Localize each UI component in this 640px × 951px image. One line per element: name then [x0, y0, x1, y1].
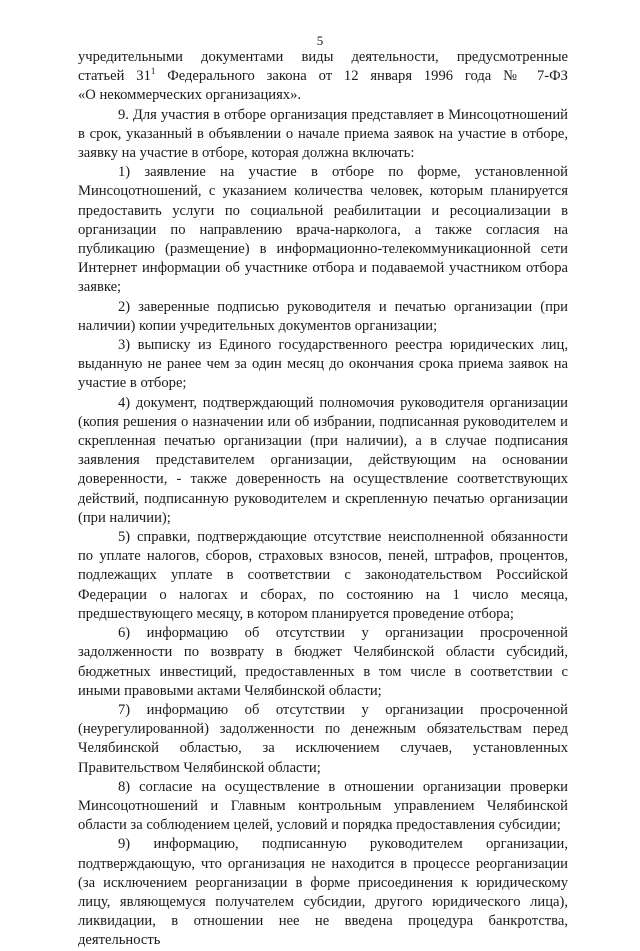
list-item-5: 5) справки, подтверждающие отсутствие неисполненной обязанности по уплате налогов, сборов, страховых взносов, пеней, штрафов, процентов, подлежащих уплате в соответствии с законодательством Российской Федерации о налогах и сборах, по состоянию на 1 число месяца, предшествующего месяцу, в котором планируется проведение отбора;: [78, 529, 568, 622]
list-item-2: 2) заверенные подписью руководителя и печатью организации (при наличии) копии учредительных документов организации;: [78, 298, 568, 334]
intro-line-3: «О некоммерческих организациях».: [78, 87, 302, 104]
list-item-9: 9) информацию, подписанную руководителем организации, подтверждающую, что организация не находится в процессе реорганизации (за исключением реорганизации в форме присоединения к юридическому лицу, являющемуся получателем субсидии, другого юридического лица), ликвидации, в отношении нее не введена процедура банкротства, деятельность: [78, 836, 568, 949]
intro-line-2: [78, 67, 568, 86]
list-item-8: 8) согласие на осуществление в отношении организации проверки Минсоцотношений и Главным контрольным управлением Челябинской области за соблюдением целей, условий и порядка предоставления субсидии;: [78, 778, 568, 834]
intro-line-2-start: статьей 31: [78, 68, 151, 85]
paragraph-9: 9. Для участия в отборе организация представляет в Минсоцотношений в срок, указанный в объявлении о начале приема заявок на участие в отборе, заявку на участие в отборе, которая должна включать:: [78, 106, 568, 162]
intro-line-2-end: Федерального закона от 12 января 1996 года № 7-ФЗ: [155, 68, 568, 85]
list-item-6: 6) информацию об отсутствии у организации просроченной задолженности по возврату в бюджет Челябинской области субсидий, бюджетных инвестиций, предоставленных в том числе в соответствии с иными правовыми актами Челябинской области;: [78, 625, 568, 699]
intro-line-1: учредительными документами виды деятельности, предусмотренные: [78, 49, 568, 65]
list-item-1: 1) заявление на участие в отборе по форме, установленной Минсоцотношений, с указанием количества человек, которым планируется предоставить услуги по социальной реабилитации и ресоциализации в организации по направлению врача-нарколога, а также согласия на публикацию (размещение) в информационно-телекоммуникационной сети Интернет информации об участнике отбора и подаваемой участником отбора заявке;: [78, 164, 568, 296]
list-item-4: 4) документ, подтверждающий полномочия руководителя организации (копия решения о назначении или об избрании, подписанная руководителем и скрепленная печатью организации (при наличии), а в случае подписания заявления представителем организации, действующим на основании доверенности, - также доверенность на осуществление соответствующих действий, подписанную руководителем и скрепленную печатью организации (при наличии);: [78, 394, 568, 526]
page-number: 5: [316, 33, 324, 48]
document-body: [78, 48, 568, 951]
list-item-3: 3) выписку из Единого государственного реестра юридических лиц, выданную не ранее чем за один месяц до окончания срока приема заявок на участие в отборе;: [78, 337, 568, 392]
list-item-7: 7) информацию об отсутствии у организации просроченной (неурегулированной) задолженности по денежным обязательствам перед Челябинской областью, за исключением случаев, установленных Правительством Челябинской области;: [78, 701, 568, 776]
article-superscript: 1: [150, 66, 156, 77]
